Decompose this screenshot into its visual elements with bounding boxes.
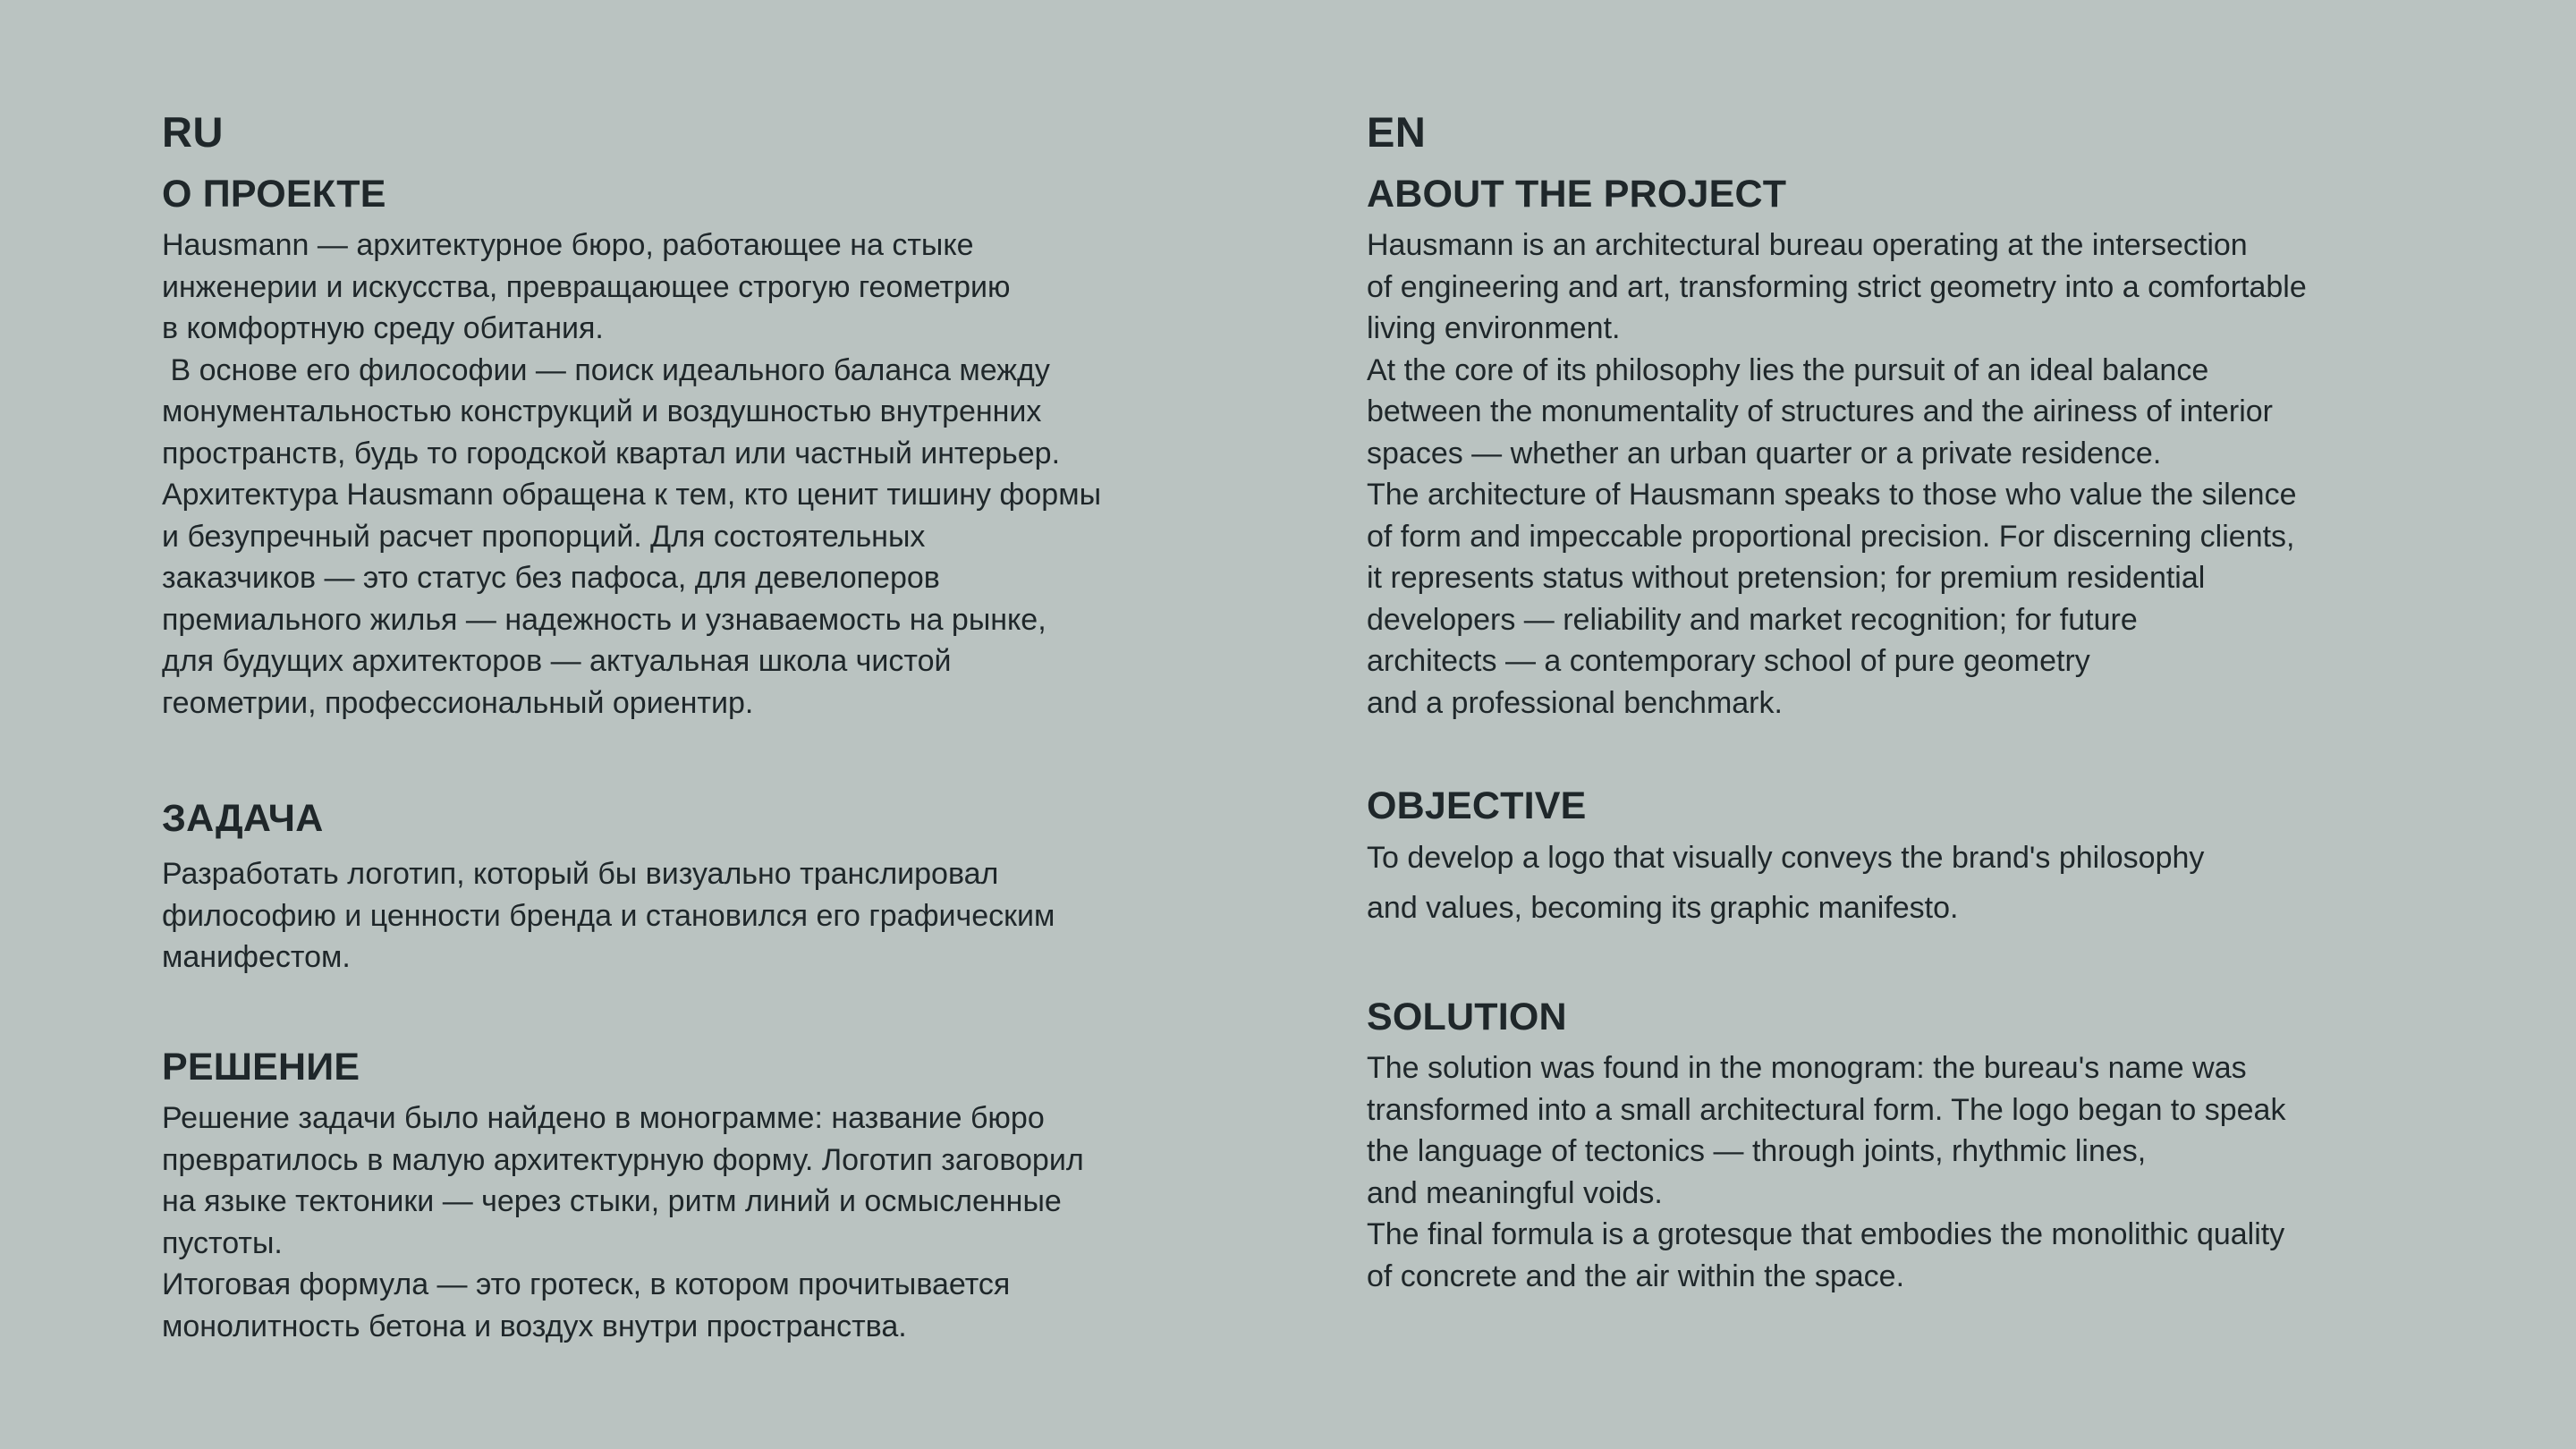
text-line: and meaningful voids. — [1367, 1175, 1663, 1210]
text-line: Итоговая формула — это гротеск, в котором прочитывается — [162, 1267, 1011, 1301]
en-objective-text — [1367, 833, 2204, 933]
text-line: манифестом. — [162, 940, 351, 974]
text-line: Hausmann is an architectural bureau operating at the intersection — [1367, 228, 2248, 262]
en-solution-section — [1367, 998, 2285, 1297]
text-line: Решение задачи было найдено в монограмме: название бюро — [162, 1101, 1045, 1135]
ru-objective-heading: ЗАДАЧА — [162, 797, 324, 840]
text-line: инженерии и искусства, превращающее строгую геометрию — [162, 269, 1011, 304]
text-line: монолитность бетона и воздух внутри пространства. — [162, 1309, 907, 1343]
text-line: Hausmann — архитектурное бюро, работающее на стыке — [162, 228, 974, 262]
ru-language-label: RU — [162, 108, 224, 156]
text-line: of engineering and art, transforming strict geometry into a comfortable — [1367, 269, 2307, 304]
text-line: монументальностью конструкций и воздушностью внутренних — [162, 394, 1042, 428]
en-objective-section — [1367, 784, 2205, 933]
text-line: architects — a contemporary school of pure geometry — [1367, 644, 2090, 678]
text-line: и безупречный расчет пропорций. Для состоятельных — [162, 519, 926, 554]
text-line: философию и ценности бренда и становился его графическим — [162, 898, 1055, 933]
text-line: of concrete and the air within the space. — [1367, 1258, 1905, 1293]
text-line: В основе его философии — поиск идеального баланса между — [162, 352, 1050, 387]
text-line: пространств, будь то городской квартал или частный интерьер. — [162, 436, 1061, 470]
text-line: At the core of its philosophy lies the pursuit of an ideal balance — [1367, 352, 2209, 387]
en-solution-text — [1367, 1047, 2285, 1297]
text-line: it represents status without pretension; for premium residential — [1367, 561, 2206, 595]
text-line: заказчиков — это статус без пафоса, для девелоперов — [162, 561, 940, 595]
text-line: developers — reliability and market recognition; for future — [1367, 602, 2138, 637]
text-line: в комфортную среду обитания. — [162, 311, 604, 345]
en-about-section — [1367, 175, 2307, 724]
ru-about-heading: О ПРОЕКТЕ — [162, 173, 386, 216]
text-line: на языке тектоники — через стыки, ритм линий и осмысленные — [162, 1184, 1062, 1218]
text-line: The solution was found in the monogram: the bureau's name was — [1367, 1051, 2247, 1085]
text-line: The architecture of Hausmann speaks to those who value the silence — [1367, 478, 2297, 512]
text-line: премиального жилья — надежность и узнаваемость на рынке, — [162, 602, 1046, 637]
text-line: To develop a logo that visually conveys the brand's philosophy — [1367, 841, 2205, 875]
en-solution-heading: SOLUTION — [1367, 996, 1567, 1038]
en-language-label: EN — [1367, 108, 1427, 156]
en-objective-heading: OBJECTIVE — [1367, 784, 1587, 827]
text-line: transformed into a small architectural form. The logo began to speak — [1367, 1092, 2286, 1127]
text-line: The final formula is a grotesque that embodies the monolithic quality — [1367, 1217, 2285, 1251]
text-line: and values, becoming its graphic manifesto. — [1367, 891, 1959, 925]
text-line: геометрии, профессиональный ориентир. — [162, 685, 754, 720]
text-line: of form and impeccable proportional precision. For discerning clients, — [1367, 519, 2295, 554]
ru-solution-section — [162, 1048, 1084, 1347]
text-line: the language of tectonics — through joints, rhythmic lines, — [1367, 1134, 2147, 1168]
ru-solution-text — [162, 1097, 1084, 1347]
text-line: and a professional benchmark. — [1367, 685, 1783, 720]
text-line: Разработать логотип, который бы визуально транслировал — [162, 857, 999, 891]
text-line: для будущих архитекторов — актуальная школа чистой — [162, 644, 952, 678]
text-line: пустоты. — [162, 1225, 283, 1260]
text-line: превратилось в малую архитектурную форму. Логотип заговорил — [162, 1142, 1084, 1177]
ru-solution-heading: РЕШЕНИЕ — [162, 1046, 360, 1089]
ru-about-section — [162, 175, 1101, 724]
ru-objective-text — [162, 853, 1055, 979]
ru-objective-section — [162, 797, 1055, 979]
ru-about-text — [162, 225, 1101, 724]
text-line: Архитектура Hausmann обращена к тем, кто ценит тишину формы — [162, 478, 1102, 512]
text-line: spaces — whether an urban quarter or a private residence. — [1367, 436, 2162, 470]
en-about-text — [1367, 225, 2307, 724]
text-line: between the monumentality of structures and the airiness of interior — [1367, 394, 2273, 428]
text-line: living environment. — [1367, 311, 1621, 345]
en-about-heading: ABOUT THE PROJECT — [1367, 173, 1787, 216]
